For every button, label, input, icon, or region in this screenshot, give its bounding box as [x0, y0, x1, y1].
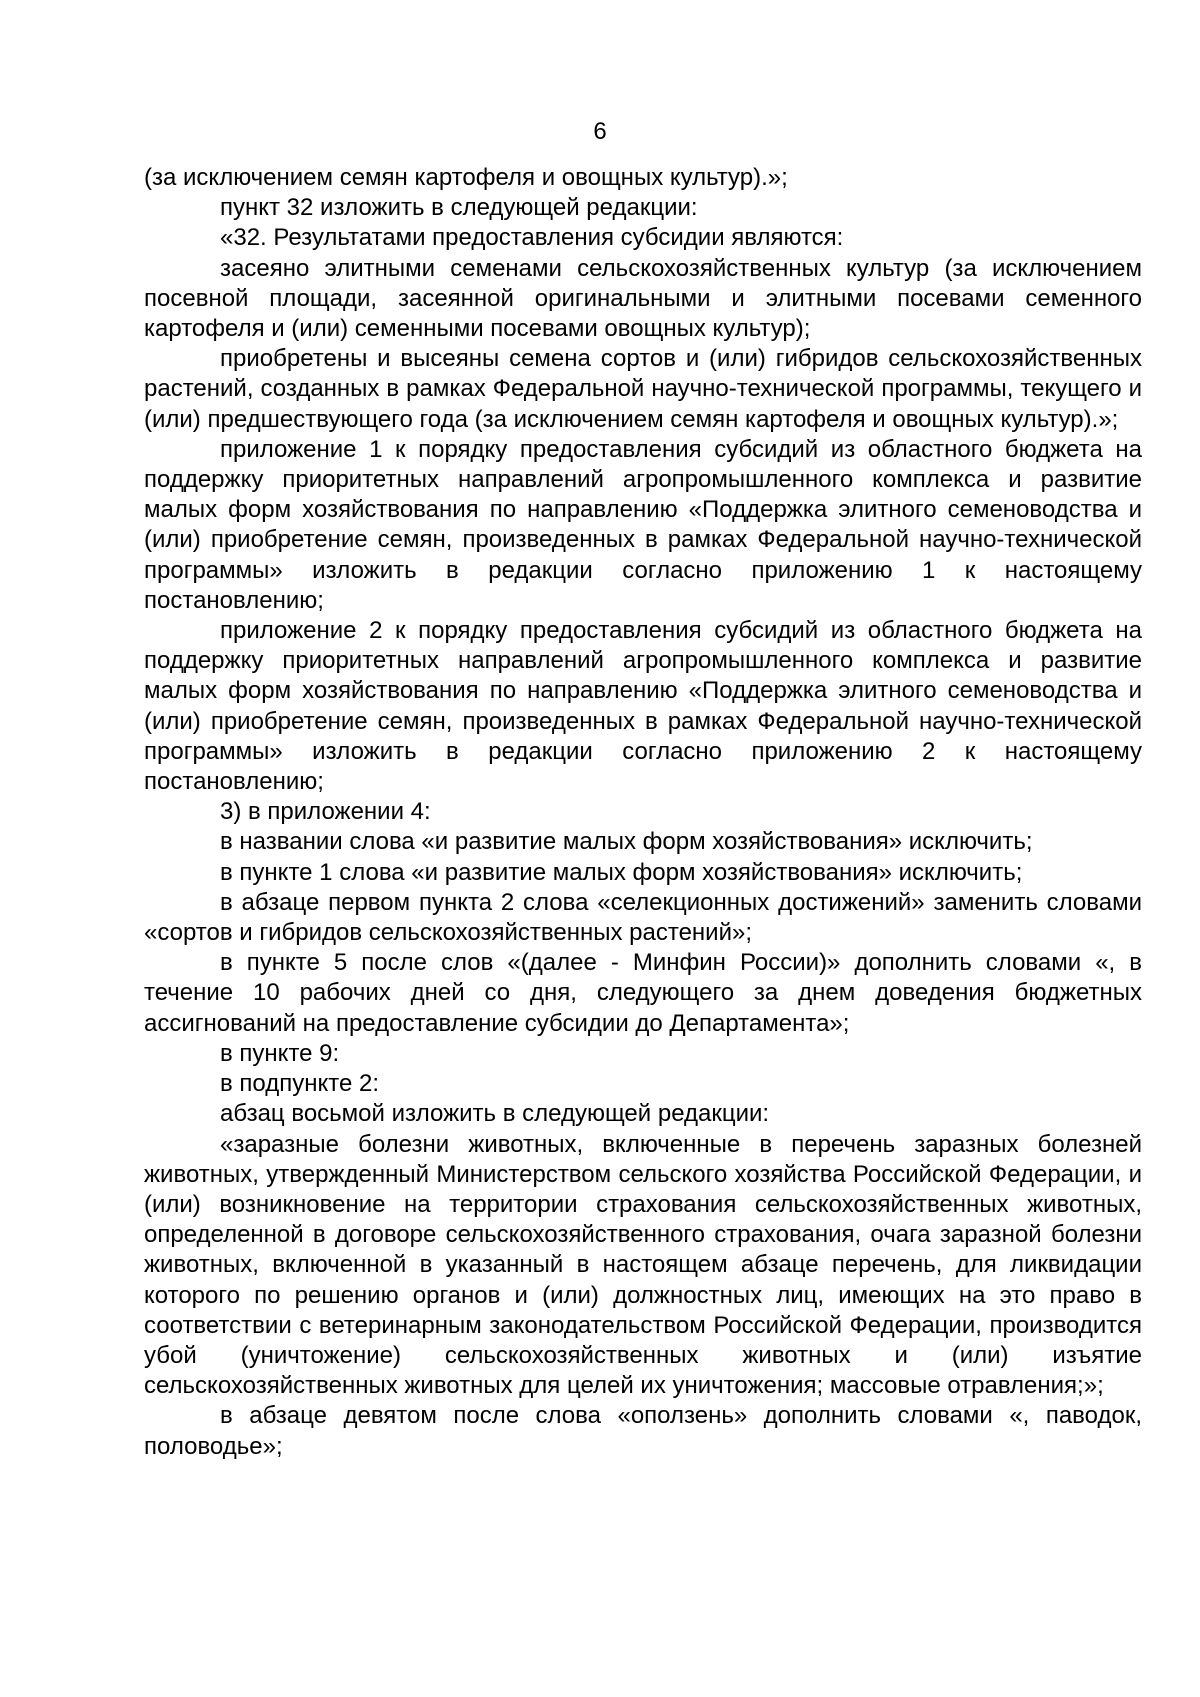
paragraph: в абзаце девятом после слова «оползень» дополнить словами «, паводок, половодье»;: [144, 1402, 1142, 1460]
paragraph: приложение 1 к порядку предоставления субсидий из областного бюджета на поддержку приоритетных направлений агропромышленного комплекса и развитие малых форм хозяйствования по направлению «Поддержка элитного семеноводства и (или) приобретение семян, произведенных в рамках Федеральной научно-технической программы» изложить в редакции согласно приложению 1 к настоящему постановлению;: [144, 435, 1142, 614]
paragraph: «заразные болезни животных, включенные в перечень заразных болезней животных, утвержденный Министерством сельского хозяйства Российской Федерации, и (или) возникновение на территории страхования сельскохозяйственных животных, определенной в договоре сельскохозяйственного страхования, очага заразной болезни животных, включенной в указанный в настоящем абзаце перечень, для ликвидации которого по решению органов и (или) должностных лиц, имеющих на это право в соответствии с ветеринарным законодательством Российской Федерации, производится убой (уничтожение) сельскохозяйственных животных и (или) изъятие сельскохозяйственных животных для целей их уничтожения; массовые отравления;»;: [144, 1130, 1142, 1400]
paragraph: «32. Результатами предоставления субсидии являются:: [220, 224, 844, 252]
paragraph: в пункте 5 после слов «(далее - Минфин России)» дополнить словами «, в течение 10 рабочих дней со дня, следующего за днем доведения бюджетных ассигнований на предоставление субсидии до Департамента»;: [144, 949, 1142, 1037]
paragraph: (за исключением семян картофеля и овощных культур).»;: [144, 164, 788, 191]
paragraph: приобретены и высеяны семена сортов и (или) гибридов сельскохозяйственных растений, созданных в рамках Федеральной научно-технической программы, текущего и (или) предшествующего года (за исключением семян картофеля и овощных культур).»;: [144, 345, 1142, 433]
paragraph: приложение 2 к порядку предоставления субсидий из областного бюджета на поддержку приоритетных направлений агропромышленного комплекса и развитие малых форм хозяйствования по направлению «Поддержка элитного семеноводства и (или) приобретение семян, произведенных в рамках Федеральной научно-технической программы» изложить в редакции согласно приложению 2 к настоящему постановлению;: [144, 617, 1142, 796]
paragraph: в названии слова «и развитие малых форм хозяйствования» исключить;: [220, 828, 1033, 856]
paragraph: 3) в приложении 4:: [220, 798, 431, 826]
paragraph: пункт 32 изложить в следующей редакции:: [220, 194, 698, 222]
page-number: 6: [593, 118, 607, 145]
paragraph: в абзаце первом пункта 2 слова «селекционных достижений» заменить словами «сортов и гибридов сельскохозяйственных растений»;: [144, 888, 1142, 947]
paragraph: в пункте 9:: [220, 1039, 340, 1067]
paragraph: в подпункте 2:: [220, 1070, 380, 1098]
paragraph: засеяно элитными семенами сельскохозяйственных культур (за исключением посевной площади, засеянной оригинальными и элитными посевами семенного картофеля и (или) семенными посевами овощных культур);: [144, 254, 1142, 343]
paragraph: абзац восьмой изложить в следующей редакции:: [220, 1100, 770, 1128]
document-body: [144, 163, 1142, 1462]
paragraph: в пункте 1 слова «и развитие малых форм хозяйствования» исключить;: [220, 858, 1023, 886]
